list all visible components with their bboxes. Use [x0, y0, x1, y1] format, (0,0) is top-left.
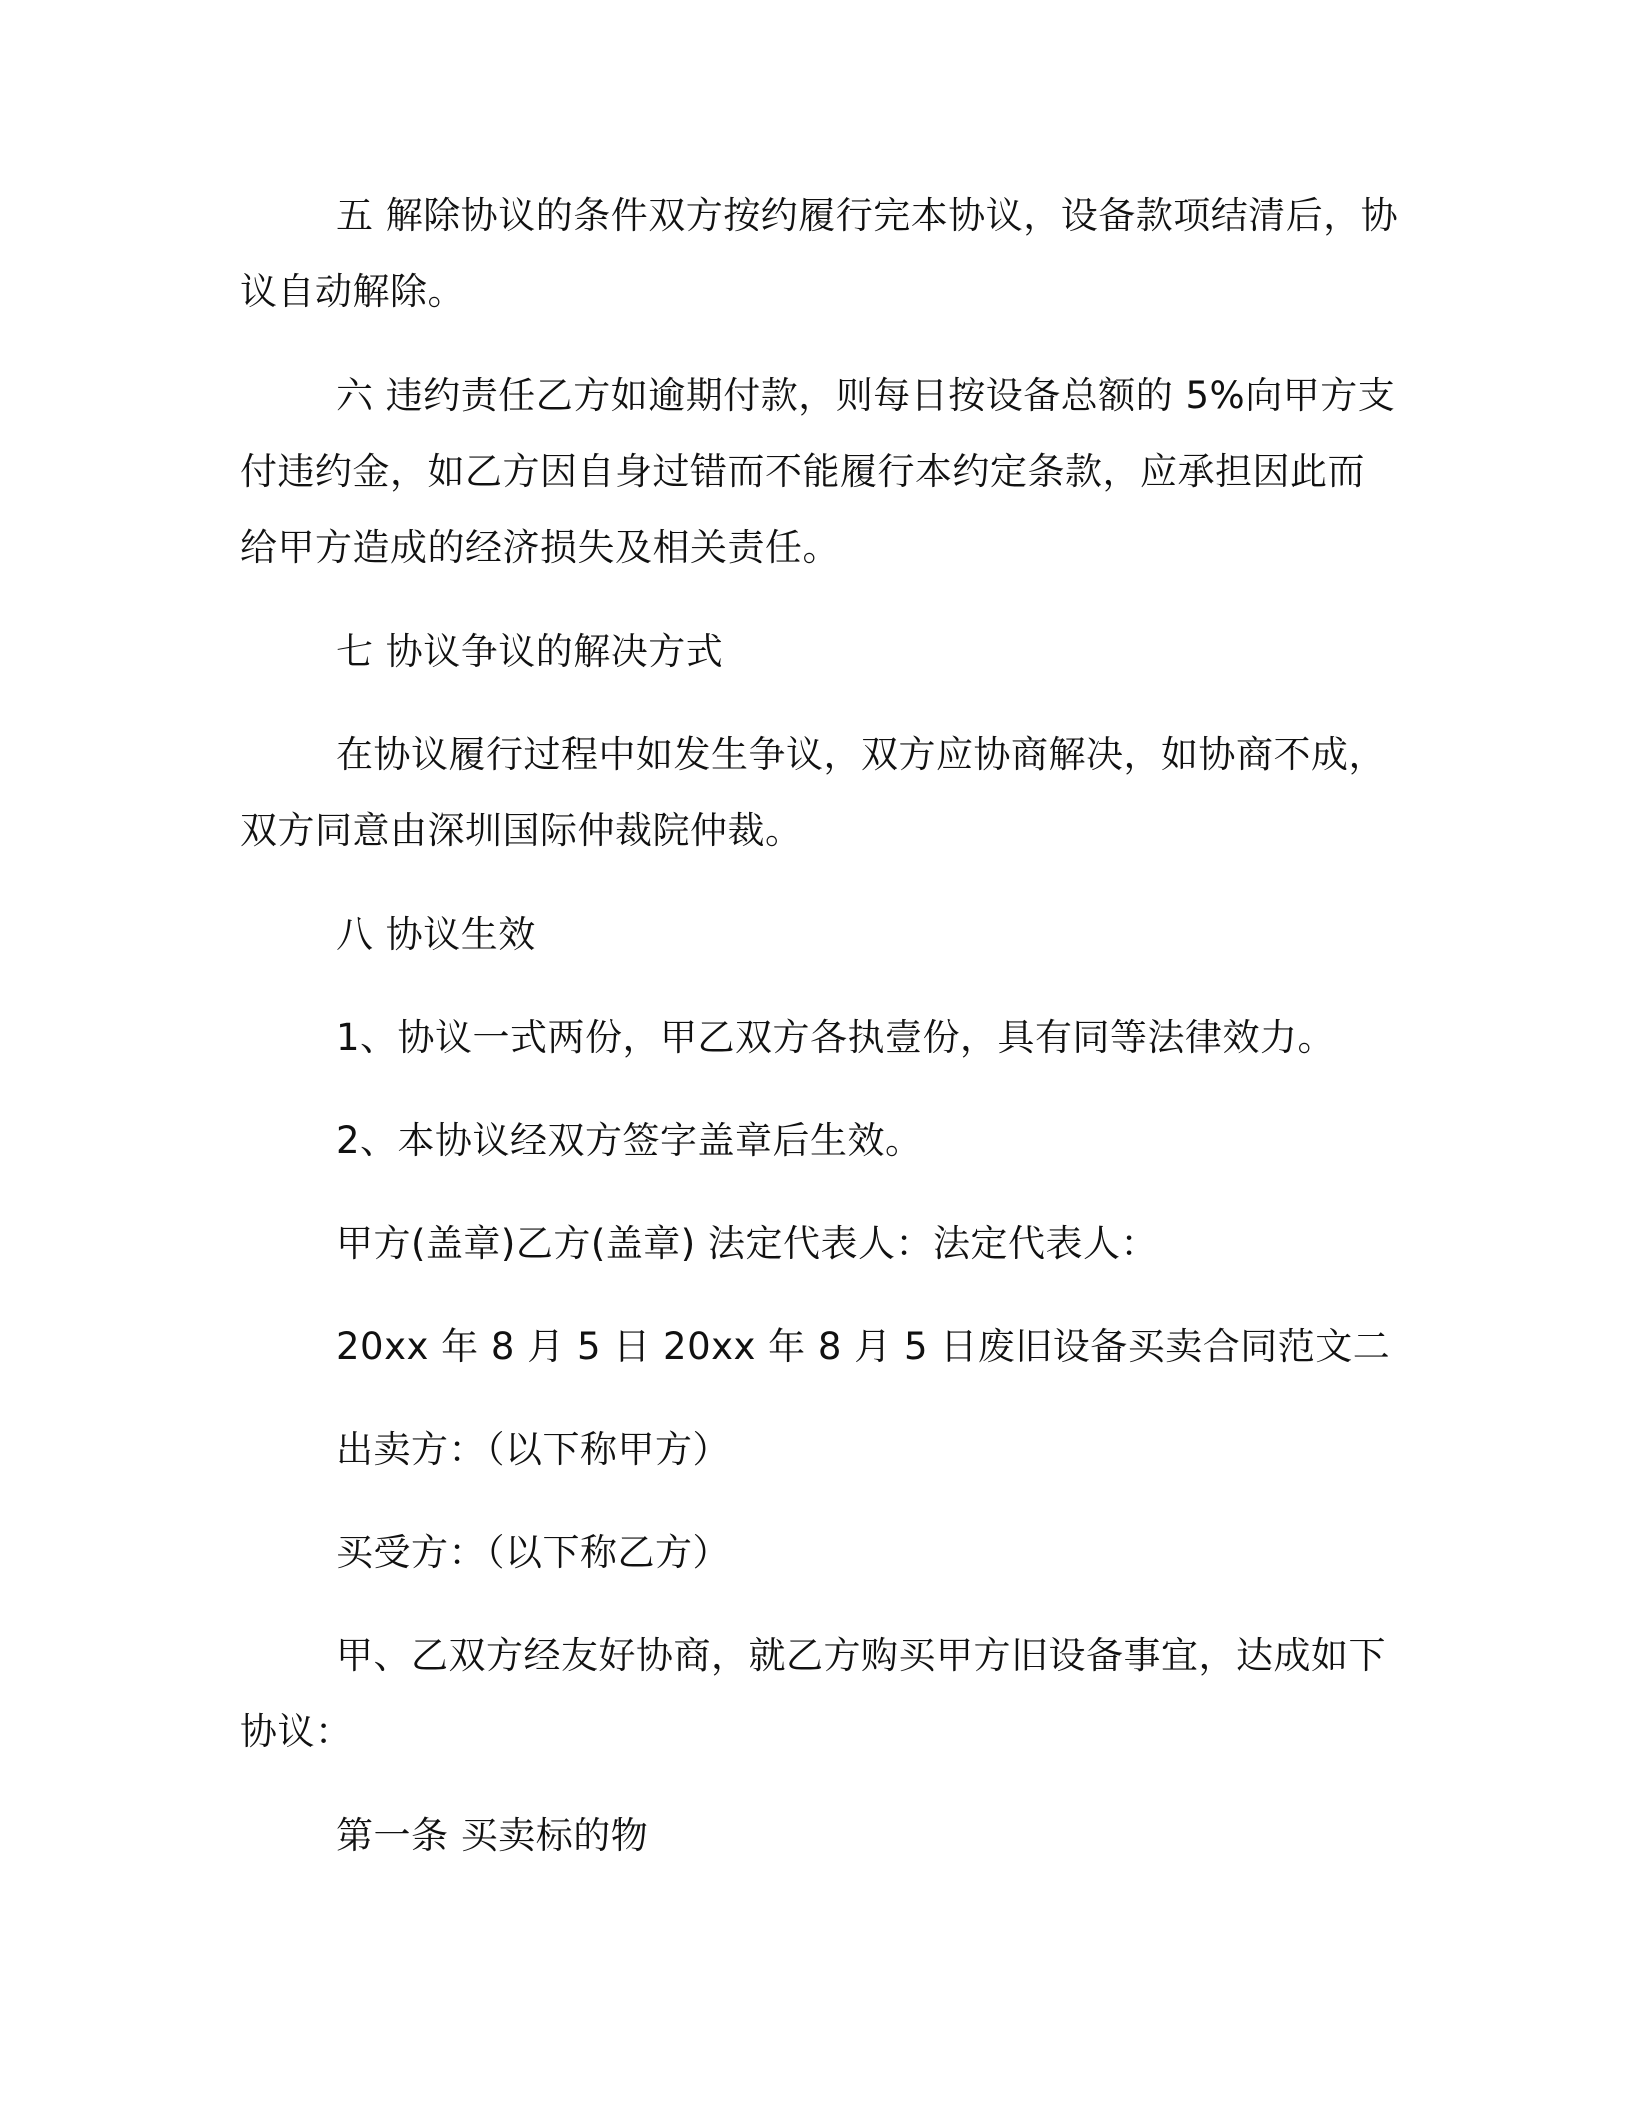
text-line: 六 违约责任乙方如逾期付款，则每日按设备总额的 5%向甲方支 [336, 374, 1396, 417]
text-line: 出卖方：（以下称甲方） [336, 1428, 730, 1471]
date-line [240, 1309, 1390, 1385]
text-line: 八 协议生效 [336, 913, 536, 956]
text-line: 2、本协议经双方签字盖章后生效。 [336, 1119, 923, 1162]
text-line: 第一条 买卖标的物 [336, 1814, 649, 1857]
section-5-paragraph [240, 178, 1399, 330]
text-line: 甲、乙双方经友好协商，就乙方购买甲方旧设备事宜，达成如下 [336, 1634, 1386, 1677]
text-line: 付违约金，如乙方因自身过错而不能履行本约定条款，应承担因此而 [240, 450, 1365, 493]
text-line: 协议： [240, 1710, 353, 1753]
text-line: 议自动解除。 [240, 270, 465, 313]
section-7-heading [240, 614, 1390, 690]
text-line: 五 解除协议的条件双方按约履行完本协议，设备款项结清后，协 [336, 194, 1399, 237]
buyer-line [240, 1515, 1390, 1591]
signature-line [240, 1206, 1390, 1282]
section-8-item-1 [240, 1000, 1390, 1076]
text-line: 买受方：（以下称乙方） [336, 1531, 730, 1574]
seller-line [240, 1412, 1390, 1488]
text-line: 在协议履行过程中如发生争议，双方应协商解决，如协商不成， [336, 733, 1386, 776]
text-line: 给甲方造成的经济损失及相关责任。 [240, 526, 840, 569]
text-line: 甲方(盖章)乙方(盖章) 法定代表人：法定代表人： [336, 1222, 1159, 1265]
section-8-heading [240, 897, 1390, 973]
text-line: 双方同意由深圳国际仲裁院仲裁。 [240, 809, 803, 852]
article-1-heading [240, 1798, 1390, 1874]
text-line: 20xx 年 8 月 5 日 20xx 年 8 月 5 日废旧设备买卖合同范文二 [336, 1325, 1391, 1368]
text-line: 1、协议一式两份，甲乙双方各执壹份，具有同等法律效力。 [336, 1016, 1336, 1059]
section-7-body [240, 717, 1390, 869]
section-8-item-2 [240, 1103, 1390, 1179]
text-line: 七 协议争议的解决方式 [336, 630, 724, 673]
section-6-paragraph [240, 358, 1396, 586]
agreement-intro [240, 1618, 1390, 1770]
